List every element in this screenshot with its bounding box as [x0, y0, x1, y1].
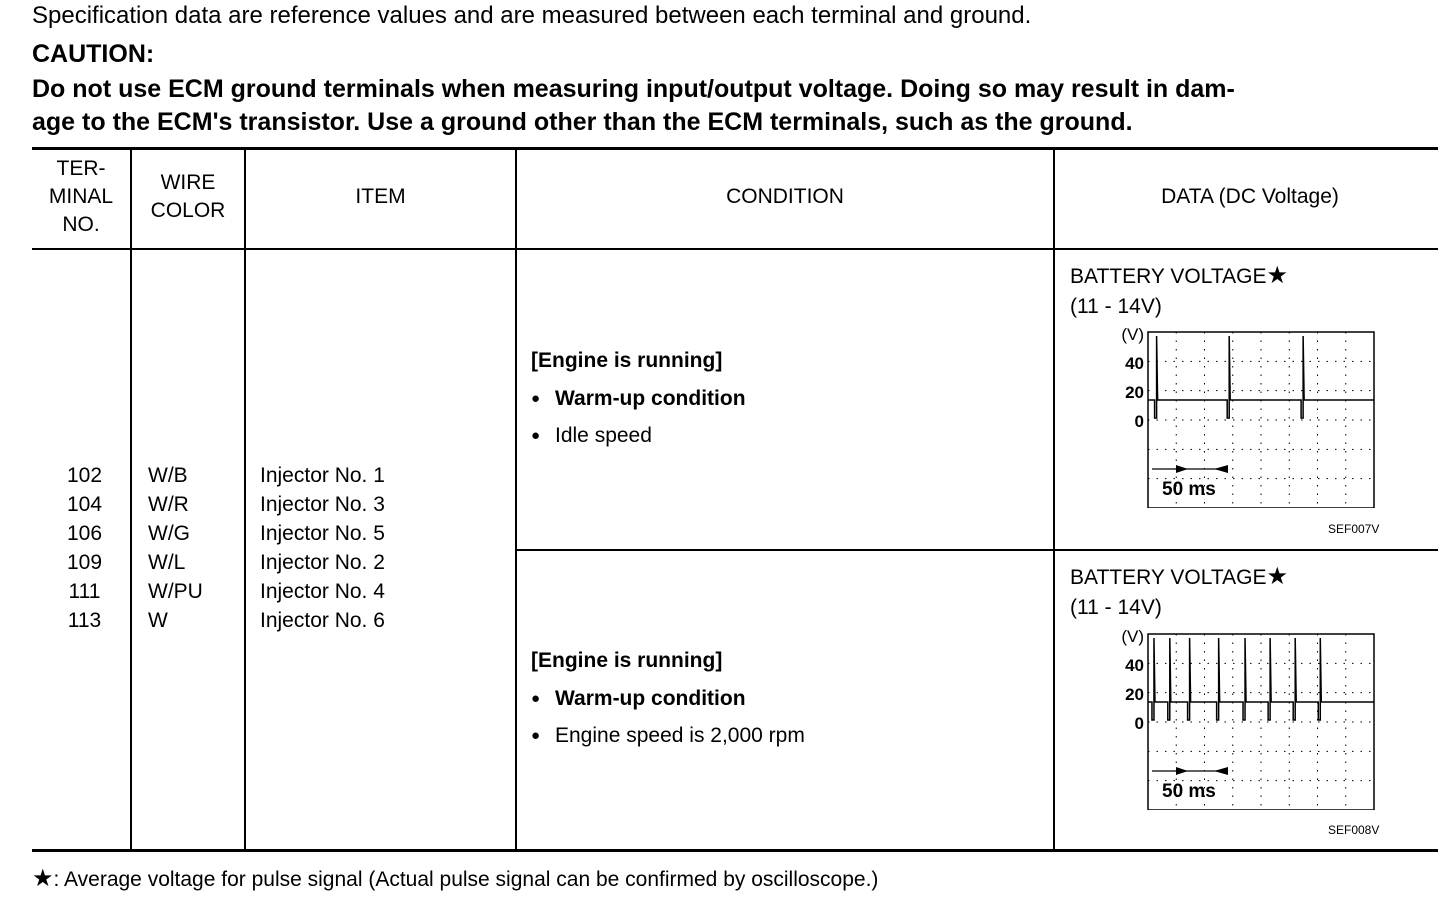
voltage-range: (11 - 14V) [1070, 295, 1162, 318]
header-item: ITEM [355, 185, 406, 208]
terminal-number: 113 [67, 609, 102, 632]
table-bottom-rule [32, 849, 1438, 852]
wire-color: W/PU [148, 580, 203, 603]
star-icon: ★ [32, 865, 54, 892]
condition-bullet: ● Warm-up condition [531, 380, 746, 418]
star-icon: ★ [1266, 262, 1288, 289]
time-marker-arrow [1176, 767, 1188, 775]
scope-y-tick: 40 [1125, 656, 1144, 675]
header-terminal [32, 155, 130, 239]
scope-y-tick: 40 [1125, 354, 1144, 373]
col-divider-3 [515, 150, 517, 849]
item-names [260, 461, 385, 635]
header-terminal-line: TER- [56, 157, 106, 180]
item-name: Injector No. 4 [260, 580, 385, 603]
time-marker-arrow [1214, 767, 1228, 775]
condition-bullet: ● Idle speed [531, 417, 746, 455]
footnote-text: : Average voltage for pulse signal (Actual pulse signal can be confirmed by oscilloscope.) [53, 868, 879, 891]
battery-voltage-row-2 [1070, 562, 1288, 623]
scope-y-tick: 20 [1125, 685, 1144, 704]
battery-label: BATTERY VOLTAGE [1070, 566, 1267, 589]
condition-row-2 [531, 642, 805, 755]
intro-text: Specification data are reference values and are measured between each terminal and ground. [32, 2, 1032, 29]
caution-line-1: Do not use ECM ground terminals when measuring input/output voltage. Doing so may result in dam- [32, 75, 1235, 103]
battery-label: BATTERY VOLTAGE [1070, 265, 1267, 288]
item-name: Injector No. 6 [260, 609, 385, 632]
waveform-trace [1148, 336, 1374, 418]
header-bottom-rule [32, 248, 1438, 250]
time-marker-arrow [1214, 465, 1228, 473]
figure-code: SEF008V [1328, 823, 1380, 837]
waveform-trace [1148, 638, 1374, 720]
caution-body [32, 73, 1442, 139]
wire-color: W/L [148, 551, 186, 574]
header-wire-color [132, 169, 244, 225]
time-scale-label: 50 ms [1162, 479, 1216, 500]
condition-bullet: ● Engine speed is 2,000 rpm [531, 717, 805, 755]
terminal-number: 109 [66, 551, 103, 574]
scope-y-tick: 0 [1134, 412, 1144, 431]
terminal-number: 104 [66, 493, 103, 516]
item-name: Injector No. 5 [260, 522, 385, 545]
figure-code: SEF007V [1328, 522, 1380, 536]
terminal-numbers [32, 461, 137, 635]
scope-unit-label: (V) [1121, 628, 1144, 646]
oscilloscope-waveform-idle [1110, 326, 1410, 508]
battery-voltage-row-1 [1070, 261, 1288, 322]
col-divider-4 [1053, 150, 1055, 849]
header-terminal-line: NO. [62, 213, 100, 236]
condition-row-1 [531, 342, 746, 455]
caution-line-2: age to the ECM's transistor. Use a ground other than the ECM terminals, such as the ground. [32, 108, 1133, 136]
wire-colors [148, 461, 203, 635]
row-divider [516, 549, 1438, 551]
scope-y-tick: 0 [1134, 714, 1144, 733]
terminal-number: 111 [68, 580, 101, 603]
caution-title: CAUTION: [32, 40, 155, 68]
condition-title: [Engine is running] [531, 649, 723, 672]
item-name: Injector No. 3 [260, 493, 385, 516]
header-terminal-line: MINAL [48, 185, 114, 208]
condition-title: [Engine is running] [531, 349, 723, 372]
table-top-rule [32, 147, 1438, 150]
scope-unit-label: (V) [1121, 326, 1144, 344]
wire-color: W/B [148, 464, 188, 487]
voltage-range: (11 - 14V) [1070, 596, 1162, 619]
item-name: Injector No. 1 [260, 464, 385, 487]
terminal-number: 106 [66, 522, 103, 545]
header-condition: CONDITION [726, 185, 844, 208]
condition-bullet: ● Warm-up condition [531, 680, 805, 718]
star-icon: ★ [1266, 563, 1288, 590]
footnote [32, 864, 878, 893]
wire-color: W/R [148, 493, 189, 516]
col-divider-2 [244, 150, 246, 849]
wire-color: W/G [148, 522, 190, 545]
header-wire-line: WIRE [160, 171, 216, 194]
header-data: DATA (DC Voltage) [1161, 185, 1339, 208]
oscilloscope-waveform-2000rpm [1110, 628, 1410, 810]
header-wire-line: COLOR [150, 199, 226, 222]
time-scale-label: 50 ms [1162, 781, 1216, 802]
scope-y-tick: 20 [1125, 383, 1144, 402]
item-name: Injector No. 2 [260, 551, 385, 574]
time-marker-arrow [1176, 465, 1188, 473]
wire-color: W [148, 609, 168, 632]
terminal-number: 102 [66, 464, 103, 487]
